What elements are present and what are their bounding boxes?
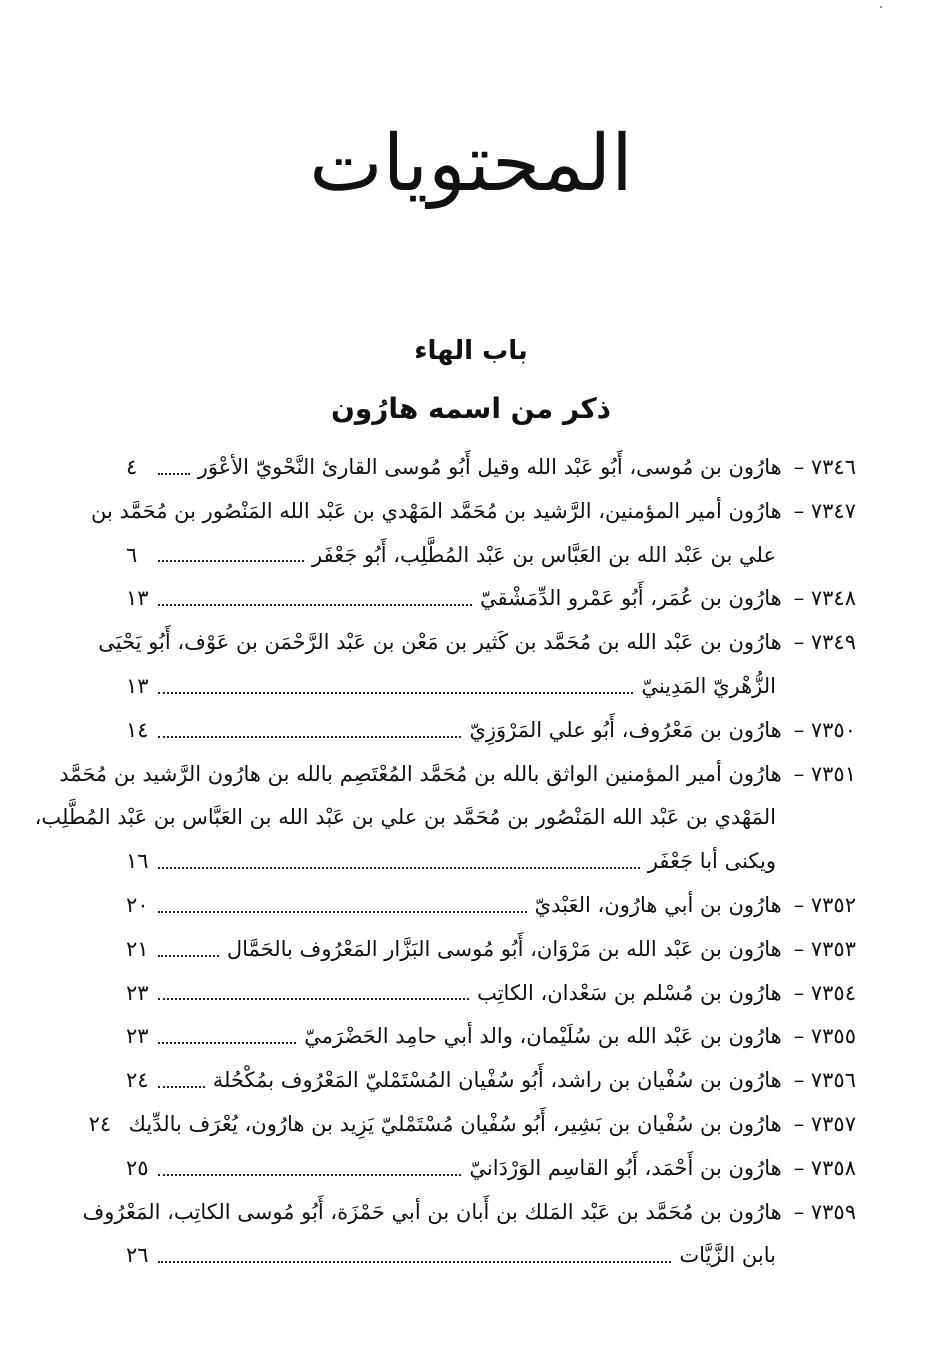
toc-entry: [91, 490, 856, 578]
entry-page-number: ١٦: [126, 849, 149, 874]
toc-entry-line: [126, 884, 856, 928]
toc-entry-line: [126, 1015, 856, 1059]
dot-leader: [158, 955, 219, 957]
toc-entry: [126, 577, 856, 621]
toc-entry-line: [126, 446, 856, 490]
entry-page-number: ١٣: [126, 673, 149, 698]
entry-text: هارُون بن مَعْرُوف، أَبُو علي المَرْوَزِيّ: [469, 717, 782, 742]
entry-text: هارُون بن سُفْيان بن راشد، أَبُو سُفْيان المُسْتَمْليّ المَعْرُوف بمُكْحُلة: [212, 1068, 782, 1093]
toc-entry-line: [126, 665, 856, 709]
entry-number: ٧٣٤٧ –: [793, 498, 856, 523]
entry-number: ٧٣٥٦ –: [793, 1068, 856, 1093]
entry-page-number: ٢٥: [126, 1155, 149, 1180]
toc-entry-line: [98, 621, 856, 665]
entry-page-number: ١٣: [126, 586, 149, 611]
toc-entry-line: [126, 577, 856, 621]
entry-page-number: ٢١: [126, 936, 149, 961]
entry-text: هارُون بن سُفْيان بن بَشِير، أَبُو سُفْيان مُسْتَمْليّ يَزِيد بن هارُون، يُعْرَف بالدِّيك: [128, 1111, 782, 1136]
toc-entry-line: [126, 709, 856, 753]
entry-number: ٧٣٤٩ –: [793, 630, 856, 655]
toc-entry: [34, 753, 856, 884]
entry-number: ٧٣٥٢ –: [793, 892, 856, 917]
entry-page-number: ٦: [126, 542, 138, 567]
dot-leader: [158, 911, 527, 913]
toc-entry: [126, 884, 856, 928]
entry-page-number: ٢٣: [126, 1024, 149, 1049]
dot-leader: [158, 560, 304, 562]
toc-entry-line: [59, 753, 856, 797]
toc-entry: [82, 1191, 856, 1279]
entry-text: هارُون بن عُمَر، أَبُو عَمْرو الدِّمَشْقيّ: [479, 586, 782, 611]
dot-leader: [158, 1086, 205, 1088]
dot-leader: [158, 1042, 296, 1044]
entry-number: ٧٣٤٨ –: [793, 586, 856, 611]
entry-number: ٧٣٥٧ –: [793, 1111, 856, 1136]
dot-leader: [158, 1174, 461, 1176]
toc-entry-line: [91, 490, 856, 534]
entry-text: هارُون بن عَبْد الله بن مُحَمَّد بن كَثير بن مَعْن بن عَبْد الرَّحْمَن بن عَوْف، أَبُو يَحْيَى: [98, 630, 782, 655]
chapter-heading: باب الهاء: [414, 336, 528, 366]
entry-text: الزُّهْريّ المَدِينيّ: [641, 673, 776, 698]
entry-text: هارُون بن عَبْد الله بن سُلَيْمان، والد أبي حامِد الحَضْرَميّ: [304, 1024, 782, 1049]
entry-text: هارُون بن عَبْد الله بن مَرْوَان، أَبُو مُوسى البَزَّار المَعْرُوف بالحَمَّال: [226, 936, 782, 961]
entry-text: هارُون أمير المؤمنين الواثق بالله بن مُحَمَّد المُعْتَصِم بالله بن هارُون الرَّشيد بن مُحَمَّد: [59, 761, 782, 786]
entry-number: ٧٣٥٩ –: [793, 1199, 856, 1224]
toc-entry: [126, 1015, 856, 1059]
entry-number: ٧٣٥٠ –: [793, 717, 856, 742]
entry-text: هارُون أمير المؤمنين، الرَّشيد بن مُحَمَّد المَهْدي بن عَبْد الله المَنْصُور بن مُحَمَّد بن: [91, 498, 782, 523]
dot-leader: [158, 692, 633, 694]
dot-leader: [158, 604, 472, 606]
entry-page-number: ٢٤: [88, 1111, 112, 1136]
dot-leader: [158, 473, 190, 475]
entry-text: المَهْدي بن عَبْد الله المَنْصُور بن مُحَمَّد بن علي بن عَبْد الله بن العَبَّاس بن عَبْد المُطَّلِب،: [34, 805, 776, 830]
toc-entry: [88, 1103, 856, 1147]
entry-page-number: ٢٠: [126, 892, 149, 917]
section-subheading: ذكر من اسمه هارُون: [330, 392, 612, 425]
dot-leader: [158, 736, 461, 738]
dot-leader: [158, 1261, 671, 1263]
toc-entry-line: [126, 1059, 856, 1103]
entry-text: هارُون بن أَحْمَد، أَبُو القاسِم الوَرْدَانيّ: [469, 1155, 782, 1180]
entry-number: ٧٣٥١ –: [793, 761, 856, 786]
entry-page-number: ٢٤: [126, 1068, 149, 1093]
toc-entry-line: [126, 840, 856, 884]
toc-entry-line: [126, 534, 856, 578]
toc-entry: [126, 446, 856, 490]
toc-entry: [98, 621, 856, 709]
entry-text: هارُون بن مُحَمَّد بن عَبْد المَلك بن أَبان بن أبي حَمْزَة، أَبُو مُوسى الكاتِب، المَعْرُوف: [82, 1199, 782, 1224]
entry-page-number: ٢٦: [126, 1243, 149, 1268]
entry-number: ٧٣٤٦ –: [793, 455, 856, 479]
toc-entry-line: [126, 1147, 856, 1191]
entry-number: ٧٣٥٥ –: [793, 1024, 856, 1049]
entry-page-number: ٢٣: [126, 980, 149, 1005]
toc-entry-line: [126, 972, 856, 1016]
table-of-contents: [34, 446, 856, 1278]
toc-entry-line: [82, 1191, 856, 1235]
entry-text: بابن الزَّيَّات: [679, 1243, 776, 1268]
entry-number: ٧٣٥٣ –: [793, 936, 856, 961]
entry-text: ويكنى أبا جَعْفَر: [647, 849, 776, 874]
dot-leader: [158, 867, 640, 869]
entry-page-number: ٤: [126, 455, 138, 479]
toc-entry-line: [126, 928, 856, 972]
dot-leader: [158, 998, 469, 1000]
entry-text: هارُون بن مُوسى، أَبُو عَبْد الله وقيل أَبُو مُوسى القارئ النَّحْويّ الأعْوَر: [197, 455, 782, 479]
toc-entry: [126, 709, 856, 753]
toc-entry: [126, 972, 856, 1016]
toc-entry-line: [88, 1103, 856, 1147]
entry-number: ٧٣٥٨ –: [793, 1155, 856, 1180]
entry-text: هارُون بن أبي هارُون، العَبْديّ: [534, 892, 782, 917]
toc-entry: [126, 928, 856, 972]
page-speck: [880, 6, 882, 8]
entry-text: علي بن عَبْد الله بن العَبَّاس بن عَبْد المُطَّلِب، أَبُو جَعْفَر: [312, 542, 776, 567]
toc-entry-line: [126, 1234, 856, 1278]
page-title: المحتويات: [309, 119, 633, 209]
entry-page-number: ١٤: [126, 717, 149, 742]
entry-text: هارُون بن مُسْلم بن سَعْدان، الكاتِب: [477, 980, 782, 1005]
toc-entry: [126, 1147, 856, 1191]
toc-entry: [126, 1059, 856, 1103]
toc-entry-line: [34, 796, 856, 840]
entry-number: ٧٣٥٤ –: [793, 980, 856, 1005]
